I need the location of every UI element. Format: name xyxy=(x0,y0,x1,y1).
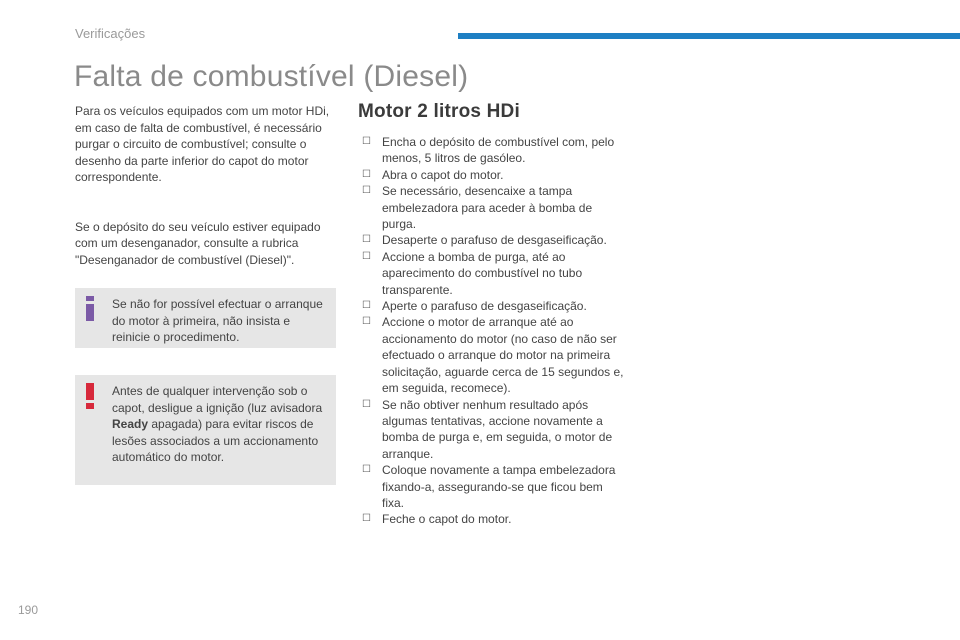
checkbox-bullet-icon: ☐ xyxy=(362,316,371,328)
procedure-step xyxy=(358,462,628,511)
checkbox-bullet-icon: ☐ xyxy=(362,250,371,262)
page-title: Falta de combustível (Diesel) xyxy=(74,60,469,93)
procedure-step-text: Desaperte o parafuso de desgaseificação. xyxy=(382,233,607,248)
checkbox-bullet-icon: ☐ xyxy=(362,398,371,410)
info-note-text: Se não for possível efectuar o arranque do motor à primeira, não insista e reinicie o procedimento. xyxy=(112,297,323,344)
procedure-column xyxy=(358,101,628,528)
info-icon xyxy=(86,296,94,321)
warning-note-text xyxy=(112,384,322,464)
warning-text-part: apagada) para evitar riscos de lesões associados a um accionamento automático do motor. xyxy=(112,417,319,464)
checkbox-bullet-icon: ☐ xyxy=(362,168,371,180)
procedure-step-text: Accione a bomba de purga, até ao aparecimento do combustível no tubo transparente. xyxy=(382,249,583,297)
intro-paragraph: Para os veículos equipados com um motor HDi, em caso de falta de combustível, é necessário purgar o circuito de combustível; consulte o desenho da parte inferior do capot do motor correspondente. xyxy=(75,104,330,184)
procedure-step xyxy=(358,314,628,396)
checkbox-bullet-icon: ☐ xyxy=(362,136,371,147)
warning-icon xyxy=(86,383,94,409)
checkbox-bullet-icon: ☐ xyxy=(362,185,371,197)
procedure-step xyxy=(358,511,628,527)
warning-note xyxy=(75,375,336,485)
procedure-step xyxy=(358,232,628,248)
section-label: Verificações xyxy=(75,26,146,41)
procedure-step xyxy=(358,134,628,167)
intro-paragraph-desenganador: Se o depósito do seu veículo estiver equipado com um desenganador, consulte a rubrica "Desenganador de combustível (Diesel)". xyxy=(75,219,321,267)
page-number: 190 xyxy=(18,603,39,617)
procedure-step-text: Coloque novamente a tampa embelezadora fixando-a, assegurando-se que ficou bem fixa. xyxy=(382,463,616,510)
checkbox-bullet-icon: ☐ xyxy=(362,300,371,312)
procedure-step-text: Abra o capot do motor. xyxy=(382,167,504,182)
procedure-steps xyxy=(358,134,628,528)
warning-text-part: Antes de qualquer intervenção sob o capot, desligue a ignição (luz avisadora xyxy=(112,384,323,415)
procedure-step-text: Feche o capot do motor. xyxy=(382,512,512,527)
ready-label: Ready xyxy=(112,417,149,431)
procedure-step xyxy=(358,183,628,232)
procedure-step-text: Aperte o parafuso de desgaseificação. xyxy=(382,299,587,314)
procedure-step xyxy=(358,298,628,314)
procedure-step-text: Se necessário, desencaixe a tampa embelezadora para aceder à bomba de purga. xyxy=(382,184,593,232)
procedure-step-text: Encha o depósito de combustível com, pelo menos, 5 litros de gasóleo. xyxy=(382,135,615,166)
checkbox-bullet-icon: ☐ xyxy=(362,464,371,476)
procedure-step-text: Se não obtiver nenhum resultado após algumas tentativas, accione novamente a bomba de purga e, em seguida, o motor de arranque. xyxy=(382,397,613,461)
procedure-step xyxy=(358,397,628,463)
checkbox-bullet-icon: ☐ xyxy=(362,234,371,246)
procedure-step-text: Accione o motor de arranque até ao accionamento do motor (no caso de não ser efectuado o arranque do motor na primeira solicitação, aguarde cerca de 15 segundos e, em seguida, recomece). xyxy=(382,315,624,396)
header-accent-bar xyxy=(458,33,960,39)
checkbox-bullet-icon: ☐ xyxy=(362,513,371,525)
info-note xyxy=(75,288,336,348)
procedure-step xyxy=(358,249,628,298)
procedure-heading: Motor 2 litros HDi xyxy=(358,101,520,122)
intro-column xyxy=(75,103,340,268)
procedure-step xyxy=(358,167,628,183)
